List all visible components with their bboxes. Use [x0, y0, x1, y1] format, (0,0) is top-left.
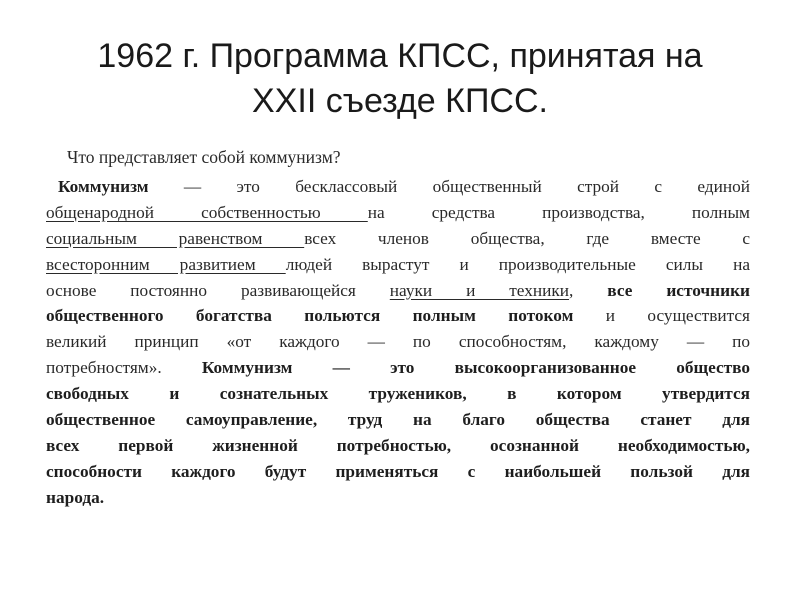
passage-line-bold: свободных и сознательных тружеников, в котором утвердится: [46, 384, 750, 404]
underlined-term: социальным равенством: [46, 228, 305, 248]
slide-title: [40, 34, 760, 124]
underlined-term: общенародной собственностью: [46, 202, 368, 222]
passage-line: [46, 226, 750, 252]
underlined-term: науки и техники: [389, 280, 570, 300]
text-run: потребностям».: [46, 358, 202, 378]
passage-line: [46, 278, 750, 304]
slide-title-line-2: XXII съезде КПСС.: [252, 82, 548, 120]
passage-line: [46, 303, 750, 329]
text-run: людей вырастут и производительные силы на: [285, 254, 750, 274]
passage-line-bold: общественное самоуправление, труд на благо общества станет для: [46, 410, 750, 430]
slide-title-line-1: 1962 г. Программа КПСС, принятая на: [97, 37, 703, 75]
text-run: великий принцип «от каждого — по способностям, каждому — по: [46, 332, 750, 352]
underlined-term: всесторонним развитием: [46, 254, 286, 274]
passage-line: [46, 174, 750, 200]
definition-passage: [46, 174, 750, 511]
text-run: ,: [569, 280, 608, 300]
passage-line: [46, 329, 750, 355]
text-run: — это бесклассовый общественный строй с единой: [148, 177, 750, 196]
text-run: основе постоянно развивающейся: [46, 280, 390, 300]
passage-line-bold: всех первой жизненной потребностью, осознанной необходимостью,: [46, 435, 750, 455]
bold-term: Коммунизм: [58, 177, 149, 196]
passage-line: [46, 200, 750, 226]
bold-phrase: общественного богатства польются полным потоком: [46, 306, 574, 326]
passage-line-bold: народа.: [46, 487, 105, 507]
bold-phrase: все источники: [607, 280, 750, 300]
bold-phrase: Коммунизм — это высокоорганизованное общество: [201, 358, 750, 378]
passage-line: [46, 355, 750, 381]
text-run: на средства производства, полным: [367, 202, 750, 222]
passage-line-bold: способности каждого будут применяться с наибольшей пользой для: [46, 461, 750, 481]
text-run: и осуществится: [573, 306, 750, 326]
text-run: всех членов общества, где вместе с: [304, 228, 751, 248]
passage-line: [46, 252, 750, 278]
question-heading: Что представляет собой коммунизм?: [67, 147, 341, 167]
